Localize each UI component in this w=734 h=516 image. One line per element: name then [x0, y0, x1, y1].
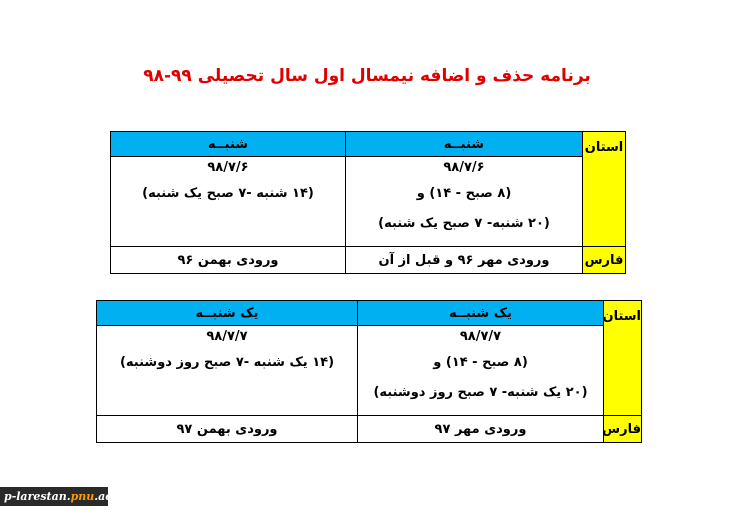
- time-cell: [358, 326, 604, 416]
- page-title: برنامه حذف و اضافه نیمسال اول سال تحصیلی ۹۹-۹۸: [143, 66, 591, 86]
- time-range-text: (۱۴ یک شنبه -۷ صبح روز دوشنبه): [119, 355, 335, 370]
- day-header: شنبــه: [346, 132, 583, 157]
- province-name: فارس: [583, 247, 626, 274]
- entry-cell: ورودی مهر ۹۷: [358, 416, 604, 443]
- province-name: فارس: [604, 416, 642, 443]
- time-cell: [111, 157, 346, 247]
- time-range-text: (۸ صبح - ۱۴) و: [433, 355, 528, 370]
- time-range-text: (۲۰ یک شنبه- ۷ صبح روز دوشنبه): [373, 385, 588, 400]
- schedule-table-sunday: [96, 300, 642, 443]
- time-range-text: (۸ صبح - ۱۴) و: [416, 186, 512, 201]
- site-url-watermark: p-larestan.pnu.ac.ir: [0, 487, 108, 506]
- date-text: ۹۸/۷/۶: [207, 160, 249, 175]
- time-range-text: (۱۴ شنبه -۷ صبح یک شنبه): [142, 186, 314, 201]
- day-header: یک شنبــه: [358, 301, 604, 326]
- day-header: یک شنبــه: [97, 301, 358, 326]
- entry-cell: ورودی بهمن ۹۷: [97, 416, 358, 443]
- province-header: استان: [604, 301, 642, 416]
- date-text: ۹۸/۷/۷: [206, 329, 248, 344]
- time-cell: [97, 326, 358, 416]
- entry-cell: ورودی بهمن ۹۶: [111, 247, 346, 274]
- schedule-table-saturday: [110, 131, 626, 274]
- time-cell: [346, 157, 583, 247]
- province-header: استان: [583, 132, 626, 247]
- entry-cell: ورودی مهر ۹۶ و قبل از آن: [346, 247, 583, 274]
- date-text: ۹۸/۷/۶: [443, 160, 485, 175]
- day-header: شنبــه: [111, 132, 346, 157]
- date-text: ۹۸/۷/۷: [459, 329, 502, 344]
- time-range-text: (۲۰ شنبه- ۷ صبح یک شنبه): [378, 216, 550, 231]
